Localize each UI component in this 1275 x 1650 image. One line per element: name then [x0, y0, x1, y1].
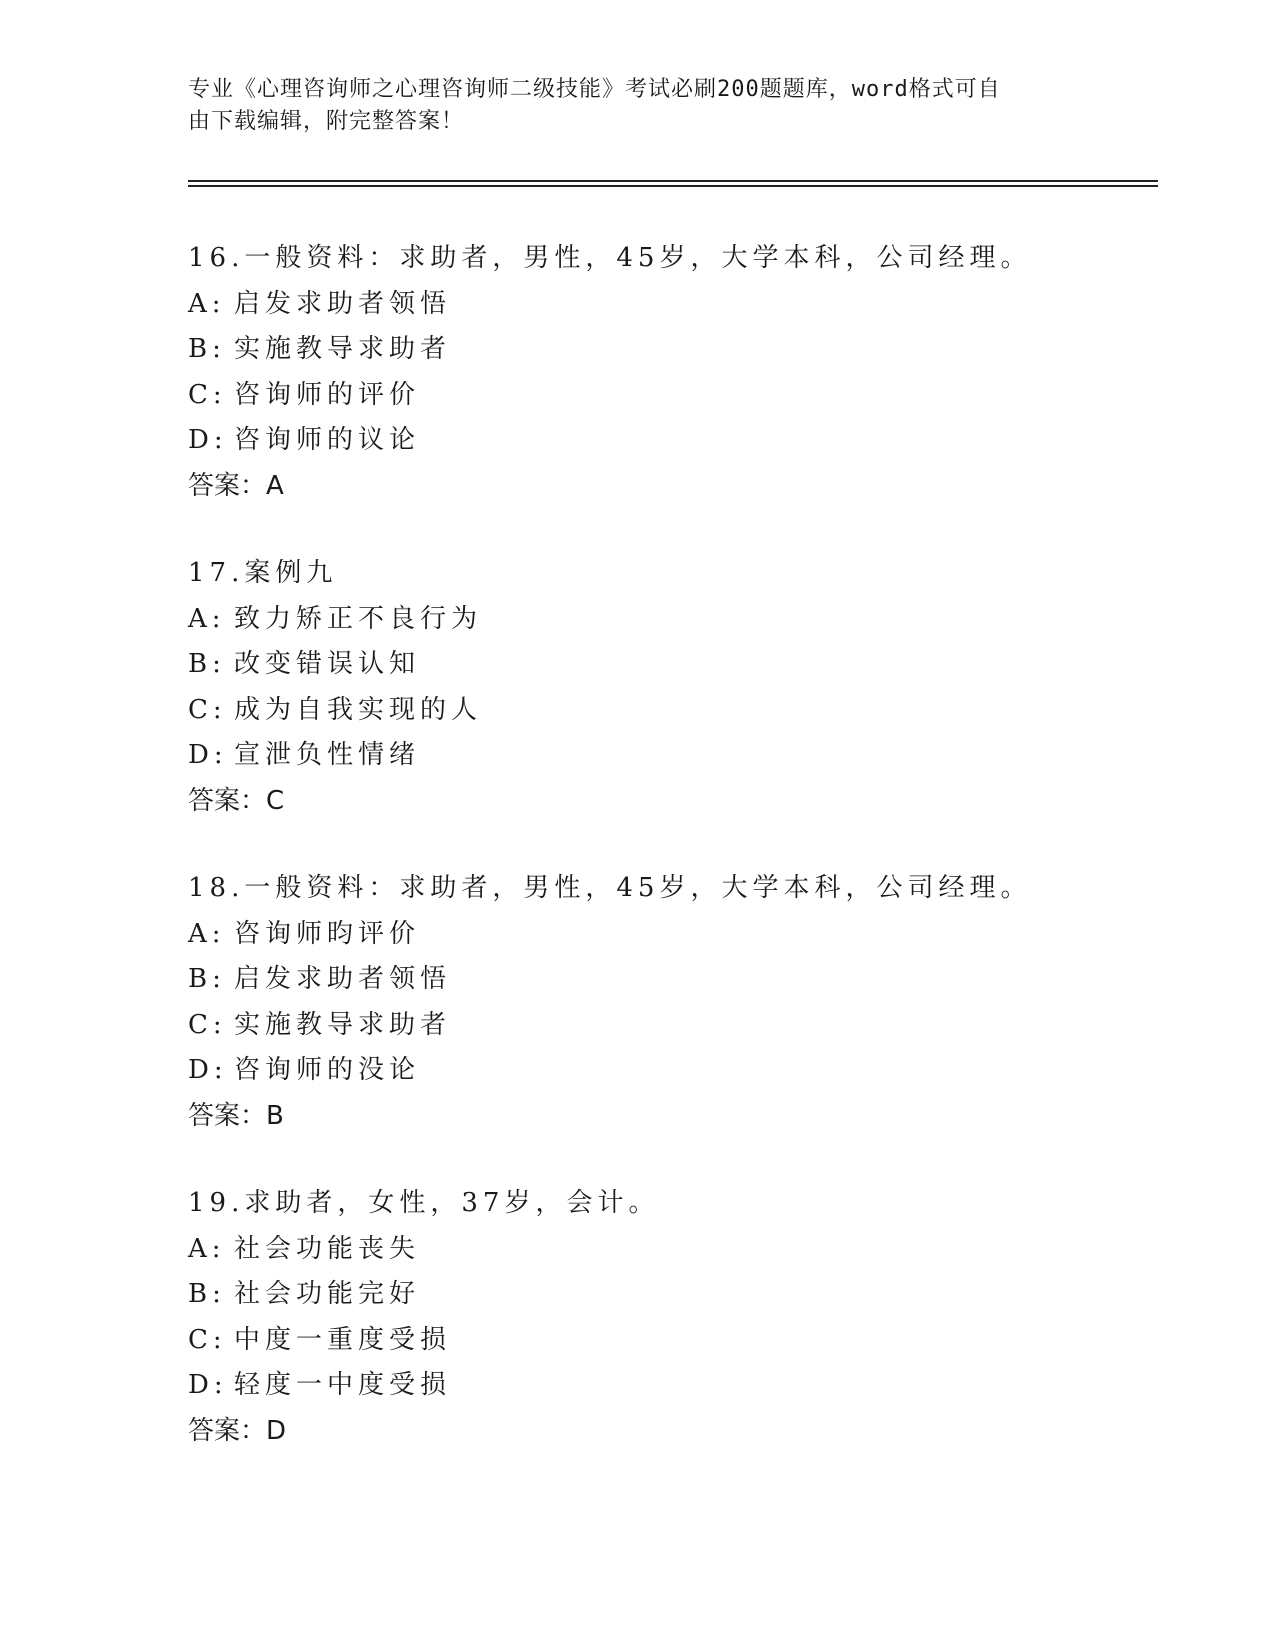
option-b: [188, 327, 1188, 373]
header-divider-top: [188, 180, 1158, 182]
option-letter: D:: [188, 1055, 228, 1085]
question-text: 一般资料：求助者，男性，45岁，大学本科，公司经理。: [244, 873, 1032, 903]
answer-label: 答案：D: [188, 1415, 287, 1446]
option-text: 咨询师的议论: [234, 425, 421, 455]
option-c: [188, 373, 1188, 419]
option-text: 咨询师昀评价: [234, 918, 421, 949]
question-16: [188, 236, 1188, 509]
question-prompt: [188, 1181, 1188, 1227]
option-d: [188, 1048, 1188, 1094]
option-b: [188, 1272, 1188, 1318]
question-number: 18.: [188, 873, 245, 903]
question-number: 19.: [188, 1188, 245, 1218]
option-letter: A:: [188, 288, 226, 319]
option-text: 咨询师的没论: [234, 1055, 421, 1085]
question-text: 一般资料：求助者，男性，45岁，大学本科，公司经理。: [244, 243, 1032, 273]
answer-label: 答案：B: [188, 1100, 284, 1131]
option-text: 社会功能完好: [234, 1279, 421, 1309]
header-divider-bottom: [188, 185, 1158, 187]
answer-label: 答案：C: [188, 785, 285, 816]
option-c: [188, 1318, 1188, 1364]
option-text: 轻度一中度受损: [234, 1370, 452, 1400]
option-text: 实施教导求助者: [234, 1009, 452, 1040]
option-a: [188, 912, 1188, 958]
option-text: 致力矫正不良行为: [234, 603, 483, 634]
intro-line-1: 专业《心理咨询师之心理咨询师二级技能》考试必刷200题题库，word格式可自: [188, 77, 1001, 102]
option-letter: C:: [188, 694, 227, 725]
document-intro: [188, 74, 1078, 138]
question-19: [188, 1181, 1188, 1454]
option-letter: B:: [188, 334, 226, 364]
option-text: 实施教导求助者: [234, 334, 452, 364]
question-prompt: [188, 866, 1188, 912]
option-d: [188, 733, 1188, 779]
option-letter: A:: [188, 1233, 226, 1264]
option-letter: B:: [188, 964, 226, 994]
intro-line-2: 由下载编辑，附完整答案！: [188, 109, 465, 134]
question-text: 求助者，女性，37岁，会计。: [244, 1188, 660, 1218]
option-a: [188, 597, 1188, 643]
option-text: 宣泄负性情绪: [234, 740, 421, 770]
option-c: [188, 688, 1188, 734]
option-letter: C:: [188, 1009, 227, 1040]
option-d: [188, 418, 1188, 464]
question-number: 17.: [188, 558, 245, 588]
option-letter: B:: [188, 1279, 226, 1309]
option-letter: D:: [188, 425, 228, 455]
question-17: [188, 551, 1188, 824]
option-c: [188, 1003, 1188, 1049]
option-text: 改变错误认知: [234, 649, 421, 679]
option-text: 启发求助者领悟: [234, 288, 452, 319]
option-letter: A:: [188, 603, 226, 634]
option-letter: C:: [188, 1324, 227, 1355]
question-prompt: [188, 236, 1188, 282]
option-letter: A:: [188, 918, 226, 949]
option-b: [188, 642, 1188, 688]
question-18: [188, 866, 1188, 1139]
option-letter: D:: [188, 740, 228, 770]
option-letter: D:: [188, 1370, 228, 1400]
option-letter: B:: [188, 649, 226, 679]
option-a: [188, 1227, 1188, 1273]
option-text: 社会功能丧失: [234, 1233, 421, 1264]
option-letter: C:: [188, 379, 227, 410]
question-prompt: [188, 551, 1188, 597]
option-a: [188, 282, 1188, 328]
option-b: [188, 957, 1188, 1003]
option-d: [188, 1363, 1188, 1409]
question-list: [188, 236, 1188, 1496]
option-text: 成为自我实现的人: [234, 694, 483, 725]
answer-label: 答案：A: [188, 470, 284, 501]
option-text: 启发求助者领悟: [234, 964, 452, 994]
question-number: 16.: [188, 243, 245, 273]
option-text: 中度一重度受损: [234, 1324, 452, 1355]
option-text: 咨询师的评价: [234, 379, 421, 410]
question-text: 案例九: [244, 558, 338, 588]
